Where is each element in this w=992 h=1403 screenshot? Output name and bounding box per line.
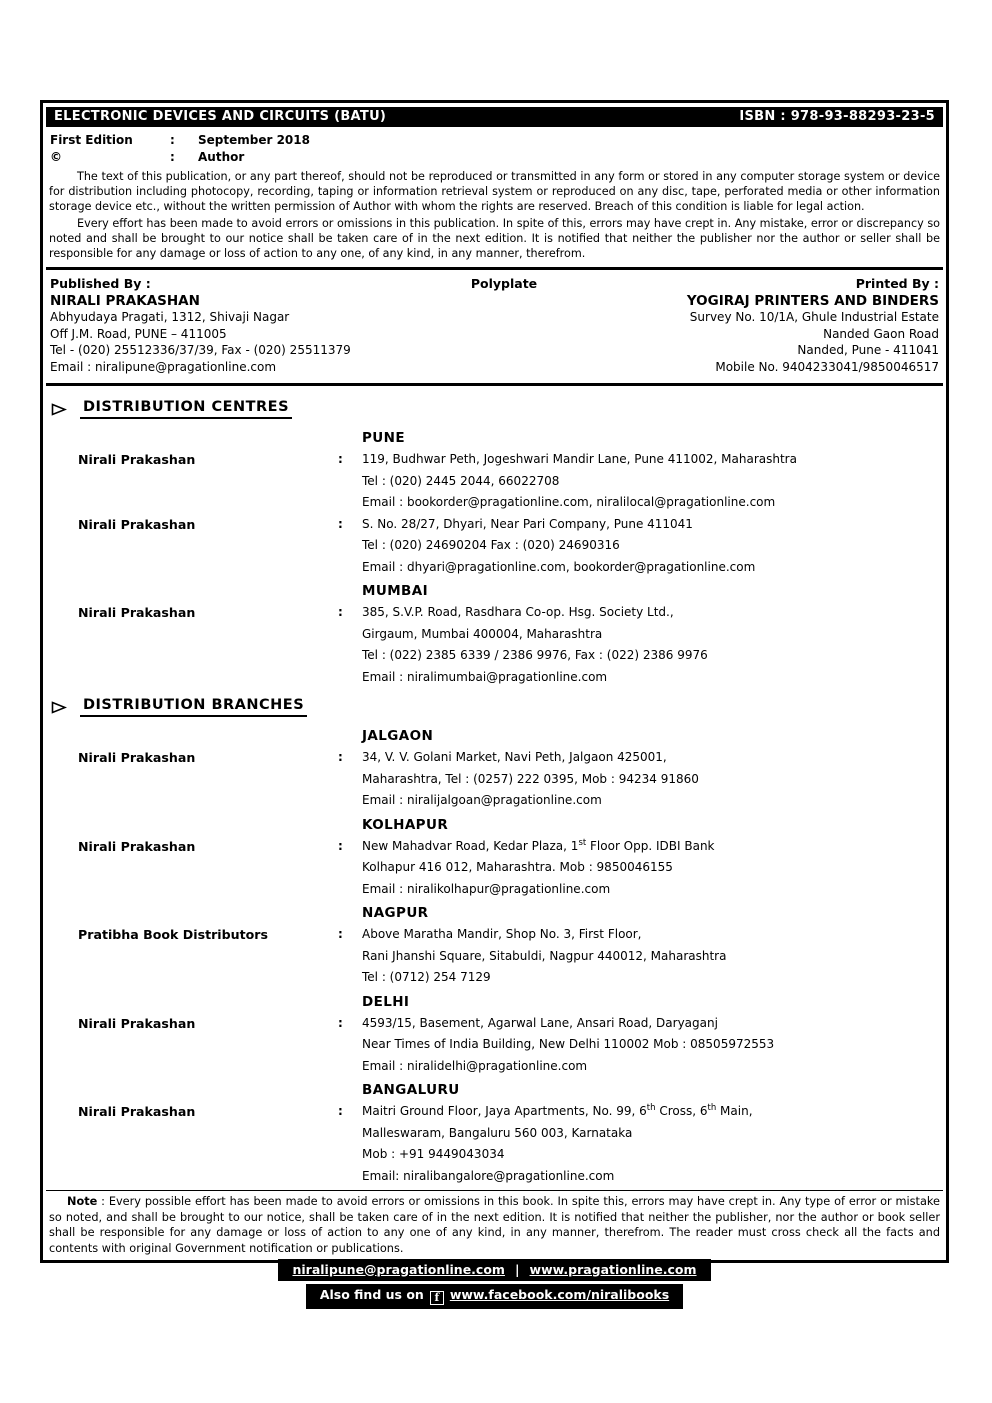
address-line: S. No. 28/27, Dhyari, Near Pari Company, Pune 411041 <box>362 516 693 531</box>
distributor-entry <box>46 747 943 812</box>
polyplate-label: Polyplate <box>470 276 538 291</box>
divider <box>46 1190 943 1191</box>
copyright-symbol: © <box>50 149 62 164</box>
phone-line: Tel : (0712) 254 7129 <box>362 970 491 984</box>
separator: | <box>514 1261 520 1277</box>
isbn: ISBN : 978-93-88293-23-5 <box>739 109 935 124</box>
publisher-name: NIRALI PRAKASHAN <box>50 292 200 309</box>
phone-line: Tel : (022) 2385 6339 / 2386 9976, Fax : (022) 2386 9976 <box>362 648 708 662</box>
address-line: 4593/15, Basement, Agarwal Lane, Ansari Road, Daryaganj <box>362 1015 718 1030</box>
email-line: Email : niralikolhapur@pragationline.com <box>362 881 611 896</box>
colon: : <box>338 605 343 619</box>
legal-paragraph-1: The text of this publication, or any part thereof, should not be reproduced or transmitted in any form or stored in any computer storage system or device for distribution including photocopy, recording, taping or information retrieval system or reproduced on any disc, tape, perforated media or other information storage device etc., without the written permission of Author with whom the rights are reserved. Breach of this condition is liable for legal action. <box>49 170 940 213</box>
distributor-address <box>362 449 943 514</box>
email-line: Email : niralidelhi@pragationline.com <box>362 1058 588 1073</box>
distributor-address <box>362 836 943 901</box>
distribution-centres-heading-row <box>46 390 943 425</box>
city-heading-jalgaon: JALGAON <box>362 728 434 744</box>
right-arrowhead-icon <box>51 403 67 416</box>
phone-line: Maharashtra, Tel : (0257) 222 0395, Mob : 94234 91860 <box>362 771 699 786</box>
edition-block <box>46 127 943 168</box>
distributor-entry <box>46 1013 943 1078</box>
distributor-entry <box>46 924 943 989</box>
colon: : <box>338 1104 343 1118</box>
printer-address-line: Nanded Gaon Road <box>823 326 939 341</box>
email-line: Email : bookorder@pragationline.com, niralilocal@pragationline.com <box>362 495 776 509</box>
distributor-name: Nirali Prakashan <box>78 750 196 765</box>
colon: : <box>338 452 343 466</box>
legal-paragraph-2: Every effort has been made to avoid errors or omissions in this publication. In spite of this, errors may have crept in. Any mistake, error or discrepancy so noted and shall be brought to our notice shall be taken care of in the next edition. It is notified that neither the publisher nor the author or seller shall be responsible for any damage or loss of action to any one, of any kind, in any manner, therefrom. <box>49 217 940 260</box>
distributor-address <box>362 1013 943 1078</box>
printer-address-line: Nanded, Pune - 411041 <box>797 343 939 357</box>
address-line: 34, V. V. Golani Market, Navi Peth, Jalgaon 425001, <box>362 750 667 764</box>
publisher-email-link[interactable]: niralipune@pragationline.com <box>292 1261 505 1277</box>
email-line: Email : niralimumbai@pragationline.com <box>362 669 608 684</box>
publisher-address-line: Off J.M. Road, PUNE – 411005 <box>50 326 227 341</box>
distributor-name: Pratibha Book Distributors <box>78 927 268 942</box>
address-line: Maitri Ground Floor, Jaya Apartments, No. 99, 6th Cross, 6th Main, <box>362 1103 753 1118</box>
printer-column <box>559 276 939 375</box>
colon: : <box>338 1015 343 1030</box>
distributor-address <box>362 514 943 579</box>
ordinal-superscript: th <box>707 1103 717 1113</box>
address-line: 385, S.V.P. Road, Rasdhara Co-op. Hsg. Society Ltd., <box>362 605 674 619</box>
distributor-address <box>362 1101 943 1187</box>
distributor-name: Nirali Prakashan <box>78 605 196 620</box>
city-heading-delhi: DELHI <box>362 993 410 1010</box>
facebook-link[interactable]: www.facebook.com/niralibooks <box>449 1286 670 1302</box>
colon: : <box>170 132 175 147</box>
ordinal-superscript: st <box>578 837 587 848</box>
printer-mobile-line: Mobile No. 9404233041/9850046517 <box>715 359 939 374</box>
copyright-holder: Author <box>198 149 245 164</box>
distributor-entry <box>46 836 943 901</box>
email-line: Email : niralijalgoan@pragationline.com <box>362 793 602 807</box>
city-heading-mumbai: MUMBAI <box>362 583 428 599</box>
ordinal-superscript: th <box>646 1103 656 1113</box>
colon: : <box>338 516 343 531</box>
email-line: Email: niralibangalore@pragationline.com <box>362 1168 615 1183</box>
published-by-label: Published By : <box>50 276 151 291</box>
distributor-entry <box>46 514 943 579</box>
email-line: Email : dhyari@pragationline.com, bookorder@pragationline.com <box>362 559 756 574</box>
book-title: ELECTRONIC DEVICES AND CIRCUITS (BATU) <box>54 109 387 124</box>
social-bar <box>306 1284 683 1309</box>
distributor-entry <box>46 602 943 688</box>
divider <box>46 267 943 270</box>
distributor-address <box>362 924 943 989</box>
printed-by-label: Printed By : <box>855 276 939 291</box>
phone-line: Mob : +91 9449043034 <box>362 1147 505 1161</box>
publisher-email-line: Email : niralipune@pragationline.com <box>50 359 277 374</box>
publisher-address-line: Abhyudaya Pragati, 1312, Shivaji Nagar <box>50 310 290 324</box>
legal-notice <box>46 168 943 263</box>
city-heading-nagpur: NAGPUR <box>362 905 429 921</box>
phone-line: Tel : (020) 24690204 Fax : (020) 24690316 <box>362 538 620 552</box>
distributor-address <box>362 747 943 812</box>
facebook-icon: f <box>430 1291 444 1305</box>
first-edition-value: September 2018 <box>198 132 310 147</box>
first-edition-label: First Edition <box>50 132 133 147</box>
distributor-entry <box>46 1101 943 1187</box>
page-frame <box>40 100 949 1304</box>
social-prefix: Also find us on <box>319 1286 424 1302</box>
colon: : <box>338 838 343 853</box>
address-line: Malleswaram, Bangaluru 560 003, Karnataka <box>362 1125 633 1140</box>
publisher-website-link[interactable]: www.pragationline.com <box>529 1261 697 1277</box>
distributor-address <box>362 602 943 688</box>
colon: : <box>338 927 343 941</box>
printer-address-line: Survey No. 10/1A, Ghule Industrial Estate <box>689 310 939 324</box>
city-heading-kolhapur: KOLHAPUR <box>362 816 449 833</box>
colon: : <box>338 750 343 764</box>
distributor-name: Nirali Prakashan <box>78 1104 196 1119</box>
address-line: Above Maratha Mandir, Shop No. 3, First Floor, <box>362 927 642 941</box>
address-line: Rani Jhanshi Square, Sitabuldi, Nagpur 440012, Maharashtra <box>362 948 727 963</box>
distribution-branches-heading: DISTRIBUTION BRANCHES <box>80 697 307 717</box>
city-heading-bangaluru: BANGALURU <box>362 1082 460 1098</box>
imprint-block <box>46 274 943 379</box>
address-line: New Mahadvar Road, Kedar Plaza, 1st Floor Opp. IDBI Bank <box>362 837 715 853</box>
city-heading-pune: PUNE <box>362 430 405 446</box>
note-paragraph <box>49 1194 940 1256</box>
address-line: 119, Budhwar Peth, Jogeshwari Mandir Lane, Pune 411002, Maharashtra <box>362 452 797 466</box>
title-bar <box>46 107 943 127</box>
publisher-phone-line: Tel - (020) 25512336/37/39, Fax - (020) 25511379 <box>50 343 351 357</box>
contact-bar <box>278 1259 710 1281</box>
right-arrowhead-icon <box>51 701 67 714</box>
distributor-name: Nirali Prakashan <box>78 1015 196 1031</box>
note-block <box>46 1193 943 1257</box>
address-line: Kolhapur 416 012, Maharashtra. Mob : 9850046155 <box>362 860 673 874</box>
distribution-centres-heading: DISTRIBUTION CENTRES <box>80 399 292 419</box>
distributor-name: Nirali Prakashan <box>78 452 196 467</box>
publisher-column <box>50 276 449 375</box>
distributor-entry <box>46 449 943 514</box>
divider <box>46 383 943 386</box>
colon: : <box>170 149 175 164</box>
phone-line: Tel : (020) 2445 2044, 66022708 <box>362 473 560 488</box>
distributor-name: Nirali Prakashan <box>78 516 196 532</box>
address-line: Near Times of India Building, New Delhi 110002 Mob : 08505972553 <box>362 1037 775 1051</box>
distributor-name: Nirali Prakashan <box>78 838 196 854</box>
note-text: : Every possible effort has been made to avoid errors or omissions in this book. In spite this, errors may have crept in. Any type of error or mistake so noted, and shall be brought to our notice, shall be taken care of in the next edition. It is notified that neither the publisher, nor the author or book seller shall be responsible for any damage or loss of action to any one of any kind, in any manner, therefrom. The reader must cross check all the facts and contents with original Government notification or publications. <box>49 1195 940 1255</box>
note-label: Note <box>67 1195 98 1208</box>
distribution-branches-heading-row <box>46 688 943 723</box>
address-line: Girgaum, Mumbai 400004, Maharashtra <box>362 626 603 641</box>
printer-name: YOGIRAJ PRINTERS AND BINDERS <box>686 292 939 309</box>
footer-bars <box>46 1257 943 1312</box>
edition-row <box>50 131 939 148</box>
copyright-row <box>50 148 939 165</box>
